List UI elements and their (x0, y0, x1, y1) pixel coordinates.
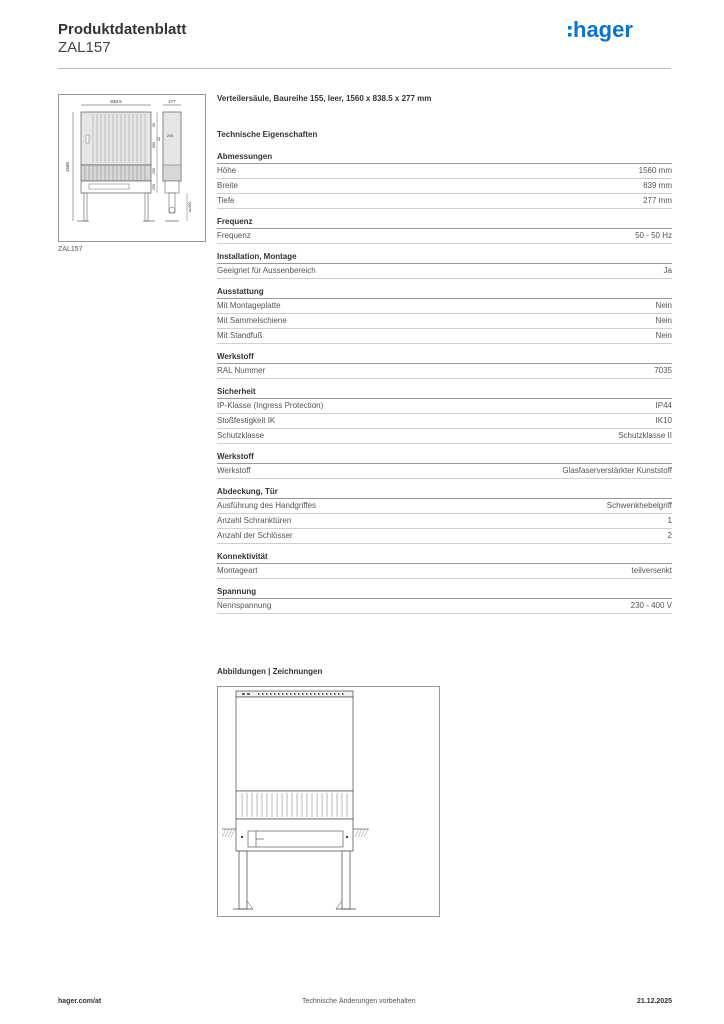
spec-sections (217, 152, 672, 614)
spec-row (217, 329, 672, 344)
section-title: Werkstoff (217, 452, 672, 464)
svg-text:850: 850 (152, 142, 156, 148)
section-title: Spannung (217, 587, 672, 599)
svg-text:22: 22 (157, 137, 161, 141)
spec-row (217, 414, 672, 429)
spec-row (217, 564, 672, 579)
spec-value: Schutzklasse II (618, 431, 672, 440)
spec-label: Werkstoff (217, 466, 251, 475)
spec-row (217, 179, 672, 194)
spec-value: 50 - 50 Hz (635, 231, 672, 240)
spec-section (217, 217, 672, 244)
front-view-drawing (218, 687, 439, 916)
product-thumbnail (58, 94, 206, 242)
article-number: ZAL157 (58, 39, 111, 56)
svg-text:1560: 1560 (65, 161, 70, 173)
spec-value: Nein (655, 331, 672, 340)
spec-section (217, 452, 672, 479)
spec-section (217, 552, 672, 579)
svg-text:205: 205 (167, 134, 173, 138)
spec-value: Schwenkhebelgriff (606, 501, 672, 510)
product-description: Verteilersäule, Baureihe 155, leer, 1560 x 838.5 x 277 mm (217, 94, 432, 103)
section-title: Installation, Montage (217, 252, 672, 264)
spec-label: Ausführung des Handgriffes (217, 501, 317, 510)
spec-label: Tiefe (217, 196, 235, 205)
section-title: Ausstattung (217, 287, 672, 299)
spec-label: Breite (217, 181, 238, 190)
spec-section (217, 387, 672, 444)
spec-row (217, 499, 672, 514)
spec-row (217, 364, 672, 379)
spec-row (217, 314, 672, 329)
svg-text:277: 277 (168, 99, 176, 104)
spec-section (217, 352, 672, 379)
tech-heading: Technische Eigenschaften (217, 130, 318, 139)
spec-value: Nein (655, 301, 672, 310)
spec-value: 1560 mm (638, 166, 672, 175)
spec-row (217, 194, 672, 209)
spec-value: IK10 (655, 416, 672, 425)
spec-label: Schutzklasse (217, 431, 265, 440)
spec-row (217, 464, 672, 479)
spec-row (217, 529, 672, 544)
spec-label: Nennspannung (217, 601, 272, 610)
specifications (217, 94, 672, 614)
product-drawing (217, 686, 440, 917)
section-title: Abdeckung, Tür (217, 487, 672, 499)
svg-text:838.5: 838.5 (110, 99, 122, 104)
hager-logo (568, 14, 658, 48)
spec-row (217, 429, 672, 444)
spec-value: Glasfaserverstärkter Kunststoff (562, 466, 672, 475)
spec-row (217, 514, 672, 529)
spec-row (217, 299, 672, 314)
spec-label: Stoßfestigkeit IK (217, 416, 276, 425)
spec-value: Ja (663, 266, 672, 275)
dimension-drawing (59, 95, 205, 241)
spec-section (217, 252, 672, 279)
spec-label: Höhe (217, 166, 237, 175)
svg-text:200: 200 (152, 168, 156, 174)
spec-label: Anzahl Schranktüren (217, 516, 292, 525)
logo-text: hager (573, 17, 633, 42)
spec-label: Geeignet für Aussenbereich (217, 266, 316, 275)
spec-value: 2 (667, 531, 672, 540)
spec-value: 277 mm (643, 196, 672, 205)
svg-text:50: 50 (152, 123, 156, 127)
spec-row (217, 164, 672, 179)
spec-value: 7035 (654, 366, 672, 375)
spec-label: RAL Nummer (217, 366, 266, 375)
spec-value: 230 - 400 V (630, 601, 672, 610)
spec-value: teilversenkt (631, 566, 672, 575)
spec-value: 839 mm (643, 181, 672, 190)
spec-value: 1 (667, 516, 672, 525)
svg-text:250: 250 (152, 184, 156, 190)
header-divider (58, 68, 671, 69)
spec-section (217, 287, 672, 344)
spec-label: Anzahl der Schlösser (217, 531, 293, 540)
spec-label: Mit Sammelschiene (217, 316, 287, 325)
spec-row (217, 264, 672, 279)
spec-label: Mit Standfuß (217, 331, 263, 340)
section-title: Frequenz (217, 217, 672, 229)
spec-value: Nein (655, 316, 672, 325)
spec-section (217, 587, 672, 614)
footer-notice: Technische Änderungen vorbehalten (302, 998, 416, 1005)
section-title: Sicherheit (217, 387, 672, 399)
page-title: Produktdatenblatt (58, 21, 187, 38)
thumbnail-caption: ZAL157 (58, 246, 83, 253)
spec-label: Frequenz (217, 231, 251, 240)
spec-section (217, 487, 672, 544)
spec-section (217, 152, 672, 209)
section-title: Werkstoff (217, 352, 672, 364)
spec-label: Montageart (217, 566, 258, 575)
spec-label: IP-Klasse (Ingress Protection) (217, 401, 324, 410)
spec-row (217, 229, 672, 244)
spec-row (217, 399, 672, 414)
figures-heading: Abbildungen | Zeichnungen (217, 667, 323, 676)
spec-row (217, 599, 672, 614)
svg-text:ca.600: ca.600 (188, 201, 192, 213)
footer-website: hager.com/at (58, 998, 102, 1005)
spec-value: IP44 (655, 401, 672, 410)
section-title: Abmessungen (217, 152, 672, 164)
footer-date: 21.12.2025 (636, 998, 672, 1005)
spec-label: Mit Montageplatte (217, 301, 281, 310)
section-title: Konnektivität (217, 552, 672, 564)
